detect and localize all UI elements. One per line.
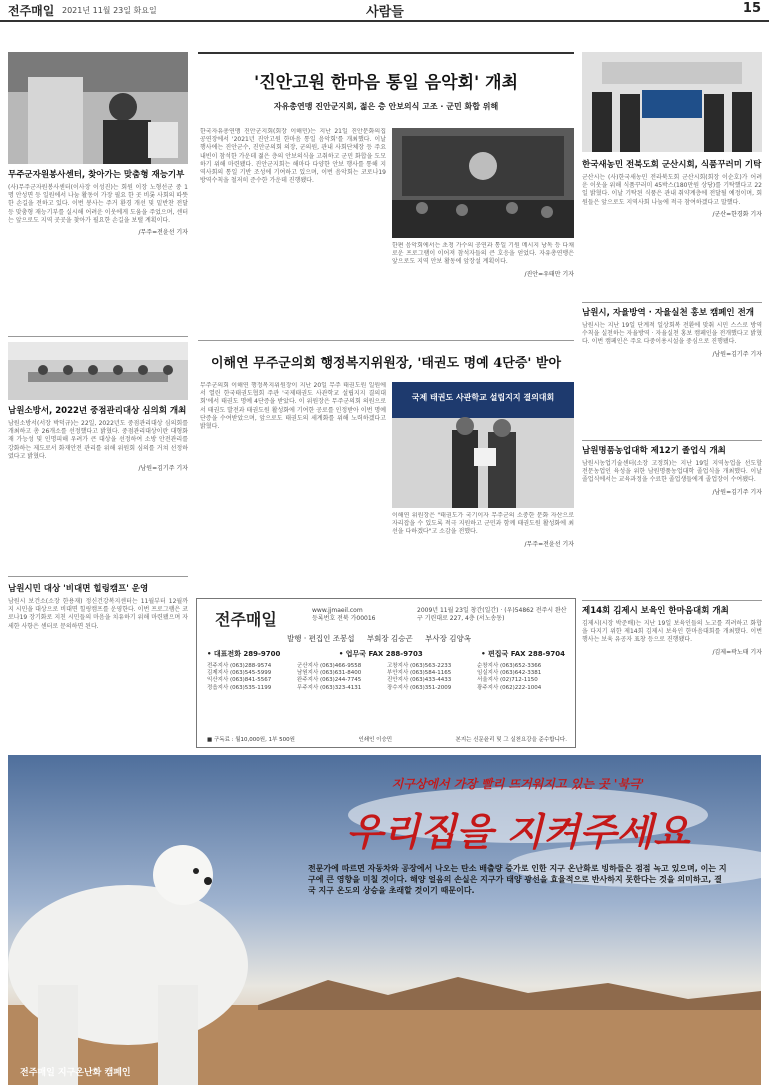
column-divider: [8, 336, 188, 337]
bureau-column: [387, 663, 475, 692]
article-graduation-title: 남원명품농업대학 제12기 졸업식 개최: [582, 446, 726, 456]
article-fire-byline: /남원=김기주 기자: [138, 465, 188, 473]
article-concert-subtitle: 자유총연맹 진안군지회, 젊은 층 안보의식 고조 · 군민 화합 위해: [273, 102, 499, 111]
bureau-entry: 무주지사 (063)323-4131: [297, 684, 362, 691]
article-healing-title: 남원시민 대상 '비대면 힐링캠프' 운영: [8, 584, 149, 594]
staff-vice-chairman: 부회장 김승곤: [366, 634, 413, 643]
photo-volunteer-repair-image: [8, 52, 188, 164]
column-divider: [582, 302, 762, 303]
article-volunteer-title: 무주군자원봉사센터, 찾아가는 맞춤형 재능기부: [8, 170, 185, 180]
article-childcare: [582, 604, 762, 748]
photo-fire-meeting-image: [8, 342, 188, 400]
article-campaign-byline: /남원=김기주 기자: [712, 350, 762, 358]
article-concert-body-2: [392, 242, 574, 334]
bureau-entry: 정읍지사 (063)535-1199: [207, 684, 272, 691]
article-childcare-body: 김제시(시장 박준배)는 지난 19일 보육인들의 노고를 격려하고 화합을 다지기 위한 제14회 김제시 보육인 한마음대회를 개최했다. 이번 행사는 보육 유공자 표창 등으로 진행됐다.: [582, 620, 762, 644]
article-volunteer-body: (사)무주군자원봉사센터(이사장 이성진)는 회원 이장 노형선군 중 1명 안성면 등 일원에서 나눔 활동이 가장 필요 한 곳 비롯 사회의 따뜻한 손길을 전하고 있다. 이번 봉사는 주거 환경 개선 및 밑반찬 전달 등 맞춤형 재능기부를 실시해 어려운 이웃에게 도움을 주었으며, 센터는 앞으로도 지역 곳곳을 찾아가 필요한 손길을 보탤 계획이다.: [8, 184, 188, 224]
bureau-entry: 완주지사 (063)244-7745: [297, 677, 362, 684]
ad-body: 전문가에 따르면 자동차와 공장에서 나오는 탄소 배출량 증가로 인한 지구 온난화로 빙하들은 점점 녹고 있으며, 이는 지구에 큰 영향을 미칠 것이다. 해양 얼음의 손실은 지구가 태양 광선을 효율적으로 반사하지 못한다는 것을 의미하고, 결국 지구 온도의 상승을 초래할 것이기 때문이다.: [308, 864, 727, 895]
bureau-entry: 서울지사 (02)712-1150: [477, 677, 538, 684]
photo-taekwondo-ceremony: [392, 382, 574, 508]
article-childcare-title: 제14회 김제시 보육인 한마음대회 개최: [582, 606, 729, 616]
bureau-entry: 광주지사 (062)222-1004: [477, 684, 542, 691]
article-campaign-body: 남원시는 지난 19일 단계적 일상회복 전환에 맞춰 시민 스스로 방역수칙을 실천하는 자율방역 · 자율실천 홍보 캠페인을 전개했다고 밝혔다. 이번 캠페인은 주요 다중이용시설을 중심으로 진행됐다.: [582, 322, 762, 346]
bureau-entry: 익산지사 (063)841-5567: [207, 677, 272, 684]
article-concert-title: '진안고원 한마음 통일 음악회' 개최: [254, 73, 518, 93]
article-concert-header: [198, 52, 574, 118]
photo-taekwondo-banner: 국제 태권도 사관학교 설립지지 결의대회: [411, 393, 555, 402]
phone-main: • 대표전화 289-9700: [207, 650, 281, 658]
page-header: [0, 0, 769, 22]
article-donation-body: 군산시는 (사)한국새농민 전라북도회 군산시회(회장 이순호)가 어려운 이웃을 위해 식품꾸러미 45박스(180만원 상당)를 기탁했다고 22일 밝혔다. 이날 기탁된 식품은 관내 취약계층에 전달될 예정이며, 회원들은 앞으로도 지역사회 나눔에 적극 참여하겠다고 말했다.: [582, 174, 762, 206]
printer-name: 인쇄인 이승민: [358, 737, 393, 743]
article-healing: [8, 582, 188, 747]
photo-volunteer-repair: [8, 52, 188, 164]
article-divider: [198, 340, 574, 341]
article-taekwondo-body: [200, 382, 386, 592]
masthead-phones: [207, 649, 565, 659]
masthead-address: 2009년 11월 23일 창간(일간) · (우)54862 전주시 완산구 기린대로 227, 4층 (서노송동): [417, 607, 567, 622]
ethics-statement: 본지는 신문윤리 및 그 실천요강을 준수합니다.: [455, 737, 567, 743]
bureau-entry: 전주지사 (063)288-9574: [207, 663, 272, 669]
subscription-fee: ■ 구독료 : 월10,000원, 1부 500원: [207, 737, 295, 743]
photo-concert-stage: [392, 128, 574, 238]
bureau-column: [297, 663, 385, 692]
article-taekwondo-text: 무주군의회 이해연 행정복지위원장이 지난 20일 무주 태권도원 일원에서 열린 한국태권도협회 주관 '국제태권도 사관학교 설립지지 결의대회'에서 태권도 명예 4단증을 받았다. 이 위원장은 무주군의회 의원으로서 태권도 발전과 태권도원 활성화에 기여한 공로를 인정받아 이번 명예단증을 수여받았으며, 앞으로도 태권도의 세계화를 위해 노력하겠다고 밝혔다.: [200, 382, 386, 431]
article-donation: [582, 158, 762, 298]
masthead-footer: [207, 735, 567, 743]
photo-fire-meeting: [8, 342, 188, 400]
bureau-entry: 고창지사 (063)563-2233: [387, 663, 452, 669]
article-fire-body: 남원소방서(서장 박덕규)는 22일, 2022년도 중점관리대상 심의회를 개최하고 총 26개소를 선정했다고 밝혔다. 중점관리대상이란 대형화재 가능성 및 인명피해 우려가 큰 대상을 선정하여 소방 안전관리를 강화하는 제도로서 화재안전 관리를 위해 위원회 심의를 거쳐 선정하였다고 밝혔다.: [8, 420, 188, 460]
masthead-box: [196, 598, 576, 748]
article-graduation-byline: /남원=김기주 기자: [712, 488, 762, 496]
staff-vice-president: 부사장 김양옥: [425, 634, 471, 643]
article-fire: [8, 404, 188, 572]
bureau-entry: 김제지사 (063)545-5999: [207, 670, 272, 677]
column-divider: [582, 600, 762, 601]
column-divider: [8, 576, 188, 577]
article-concert-body: [200, 128, 386, 334]
article-campaign: [582, 306, 762, 436]
staff-publisher: 발행 · 편집인 조봉섭: [287, 634, 355, 643]
photo-concert-stage-image: [392, 128, 574, 238]
masthead-logo: 전주매일: [215, 610, 277, 629]
page-number: 15: [742, 1, 761, 16]
issue-date: 2021년 11월 23일 화요일: [62, 6, 157, 15]
climate-ad: [8, 755, 761, 1085]
ad-sponsor: 전주매일 지구온난화 캠페인: [20, 1068, 131, 1078]
photo-donation-image: [582, 52, 762, 152]
masthead-url: [312, 607, 375, 623]
photo-donation: [582, 52, 762, 152]
column-divider: [582, 440, 762, 441]
article-taekwondo-byline: /무주=전윤선 기자: [524, 540, 574, 548]
article-fire-title: 남원소방서, 2022년 중점관리대상 심의회 개최: [8, 406, 187, 416]
article-healing-body: 남원시 보건소(소장 한용재) 정신건강복지센터는 11월부터 12월까지 시민을 대상으로 비대면 힐링캠프를 운영한다. 이번 프로그램은 코로나19 장기화로 지친 시민들의 마음을 치유하기 위해 마련됐으며 자세한 사항은 센터로 문의하면 된다.: [8, 598, 188, 630]
article-graduation-body: 남원시농업기술센터(소장 고정희)는 지난 19일 지역농업을 선도할 전문농업인 육성을 위한 남원명품농업대학 졸업식을 개최했다. 이날 졸업식에서는 교육과정을 수료한 졸업생들에게 졸업장이 수여됐다.: [582, 460, 762, 484]
bureau-column: [477, 663, 565, 692]
article-taekwondo-body-2: [392, 512, 574, 592]
ad-headline: 우리집을 지켜주세요: [346, 809, 690, 854]
article-concert-text: 한국자유총연맹 진안군지회(회장 이해민)는 지난 21일 진안문화의집 공연장에서 '2021년 진안고원 한마음 통일 음악회'를 개최했다. 이날 행사에는 진안군수, 진안군의회 의장, 군의원, 관내 사회단체장 등 주요 내빈이 참석한 가운데 젊은 층의 안보의식을 고취하고 군민 화합을 도모하기 위해 마련됐다. 진안군지회는 해마다 다양한 안보 행사를 통해 지역사회의 통일 기반 조성에 기여하고 있으며, 이번 음악회는 코로나19 방역수칙을 철저히 준수한 가운데 진행됐다.: [200, 128, 386, 185]
bureau-entry: 부안지사 (063)584-1165: [387, 670, 452, 677]
article-taekwondo-header: [198, 346, 574, 376]
article-volunteer-byline: /무주=전윤선 기자: [138, 229, 188, 237]
bureau-entry: 장수지사 (063)351-2009: [387, 684, 452, 691]
ad-kicker: 지구상에서 가장 빨리 뜨거워지고 있는 곳 '북극': [391, 777, 645, 791]
article-volunteer: [8, 168, 188, 328]
article-graduation: [582, 444, 762, 596]
section-title: 사람들: [366, 5, 404, 20]
masthead-staff: [287, 633, 481, 644]
bureau-entry: 군산지사 (063)466-9558: [297, 663, 362, 669]
article-donation-title: 한국새농민 전북도회 군산시회, 식품꾸러미 기탁: [582, 160, 762, 170]
bureau-entry: 순창지사 (063)652-3366: [477, 663, 542, 669]
bureau-entry: 임실지사 (063)642-3381: [477, 670, 542, 677]
article-campaign-title: 남원시, 자율방역 · 자율실천 홍보 캠페인 전개: [582, 308, 755, 318]
bureau-entry: 진안지사 (063)433-4433: [387, 677, 452, 684]
article-taekwondo-title: 이해연 무주군의회 행정복지위원장, '태권도 명예 4단증' 받아: [210, 356, 562, 371]
newspaper-brand: 전주매일: [8, 4, 55, 18]
article-taekwondo-text-2: 이해연 위원장은 "태권도가 국기이자 무주군의 소중한 문화 자산으로 자리잡을 수 있도록 적극 지원하고 군민과 함께 태권도원 활성화에 최선을 다하겠다"고 소감을 전했다.: [392, 512, 574, 536]
article-concert-byline: /진안=우태만 기자: [524, 270, 574, 278]
phone-business-fax: • 업무국 FAX 288-9703: [338, 650, 423, 658]
bureau-column: [207, 663, 295, 692]
masthead-website: www.jjmaeil.com: [312, 607, 363, 614]
article-childcare-byline: /김제=곽노태 기자: [712, 648, 762, 656]
bureau-entry: 남원지사 (063)631-8400: [297, 670, 362, 677]
phone-editorial-fax: • 편집국 FAX 288-9704: [481, 650, 565, 658]
article-donation-byline: /군산=한경화 기자: [712, 210, 762, 218]
masthead-registration: 등록번호 전북 가00016: [312, 615, 376, 622]
article-concert-text-2: 한편 음악회에서는 초청 가수의 공연과 통일 기원 메시지 낭독 등 다채로운 프로그램이 이어져 참석자들의 큰 호응을 얻었다. 자유총연맹은 앞으로도 지역 안보 활동에 앞장설 계획이다.: [392, 242, 574, 266]
